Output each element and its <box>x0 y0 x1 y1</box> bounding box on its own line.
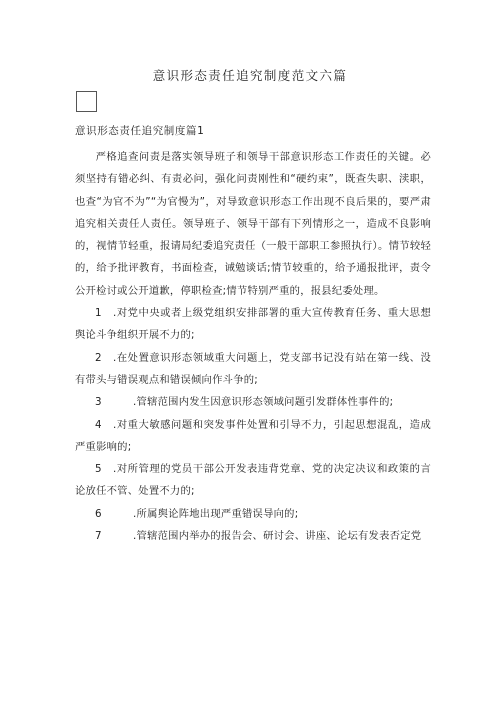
section-title: 意识形态责任追究制度篇1 <box>75 125 205 137</box>
list-item-text: .管辖范围内发生因意识形态领域问题引发群体性事件的; <box>133 396 394 409</box>
list-item-number: 2 <box>95 351 102 364</box>
list-item-number: 1 <box>95 307 102 320</box>
list-item-text: .所属舆论阵地出现严重错误导向的; <box>133 507 299 520</box>
list-item-text: .管辖范围内举办的报告会、研讨会、讲座、论坛有发表否定党 <box>133 530 422 543</box>
list-item <box>75 503 431 525</box>
list-item-text: .对重大敏感问题和突发事件处置和引导不力，引起思想混乱，造成严重影响的; <box>75 418 431 453</box>
list-item-number: 4 <box>95 418 102 431</box>
image-placeholder-icon <box>76 91 97 112</box>
list-item <box>75 391 431 413</box>
list-item-text: .对所管理的党员干部公开发表违背党章、党的决定决议和政策的言论放任不管、处置不力的; <box>75 463 431 498</box>
list-item <box>75 525 431 547</box>
document-body <box>75 146 431 547</box>
list-item-number: 3 <box>95 396 102 409</box>
list-item-text: .对党中央或者上级党组织安排部署的重大宣传教育任务、重大思想舆论斗争组织开展不力的; <box>75 307 431 342</box>
document-title: 意识形态责任追究制度范文六篇 <box>152 68 348 83</box>
list-item <box>75 347 431 392</box>
list-item-text: .在处置意识形态领域重大问题上，党支部书记没有站在第一线、没有带头与错误观点和错误倾向作斗争的; <box>75 351 431 386</box>
list-item <box>75 414 431 459</box>
list-item-number: 6 <box>95 507 102 520</box>
list-item-number: 5 <box>95 463 102 476</box>
intro-paragraph: 严格追查问责是落实领导班子和领导干部意识形态工作责任的关键。必须坚持有错必纠、有责必问，强化问责刚性和“硬约束”，既查失职、渎职，也查“为官不为”“为官慢为”，对导致意识形态工作出现不良后果的，要严肃追究相关责任人责任。领导班子、领导干部有下列情形之一，造成不良影响的，视情节轻重，报请局纪委追究责任（一般干部职工参照执行）。情节较轻的，给予批评教育，书面检查，诫勉谈话;情节较重的，给予通报批评，责令公开检讨或公开道歉，停职检查;情节特别严重的，报县纪委处理。 <box>75 151 431 297</box>
list-item <box>75 302 431 347</box>
list-item-number: 7 <box>95 530 102 543</box>
list-item <box>75 458 431 503</box>
